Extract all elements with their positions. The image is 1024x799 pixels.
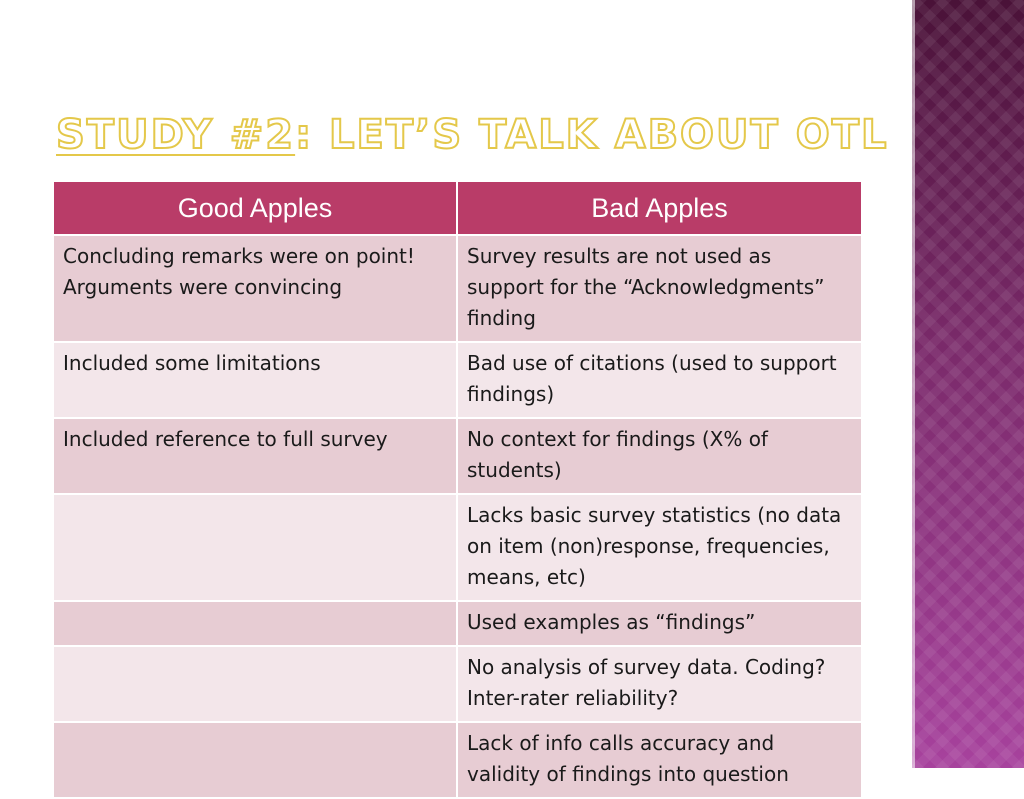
table-row [53, 601, 862, 646]
bad-apples-cell: Lack of info calls accuracy and validity of findings into question [457, 722, 862, 798]
good-apples-cell: Included some limitations [53, 342, 457, 418]
good-apples-cell [53, 601, 457, 646]
good-apples-cell [53, 494, 457, 601]
table-row [53, 342, 862, 418]
table-row [53, 646, 862, 722]
table-row [53, 494, 862, 601]
bad-apples-cell: Lacks basic survey statistics (no data on item (non)response, frequencies, means, etc) [457, 494, 862, 601]
header-bad-apples: Bad Apples [457, 181, 862, 235]
good-apples-cell [53, 722, 457, 798]
bad-apples-cell: No context for findings (X% of students) [457, 418, 862, 494]
table-header-row [53, 181, 862, 235]
slide-title [56, 110, 889, 160]
header-good-apples: Good Apples [53, 181, 457, 235]
slide-title-study-label: STUDY #2 [56, 112, 296, 158]
table-row [53, 722, 862, 798]
apples-comparison-table [52, 180, 863, 799]
bad-apples-cell: No analysis of survey data. Coding? Inter-rater reliability? [457, 646, 862, 722]
slide-title-rest: : LET’S TALK ABOUT OTL [295, 112, 889, 158]
good-apples-cell: Included reference to full survey [53, 418, 457, 494]
decorative-side-band [912, 0, 1024, 768]
bad-apples-cell: Survey results are not used as support for the “Acknowledgments” finding [457, 235, 862, 342]
table-row [53, 235, 862, 342]
table-row [53, 418, 862, 494]
bad-apples-cell: Used examples as “findings” [457, 601, 862, 646]
bad-apples-cell: Bad use of citations (used to support findings) [457, 342, 862, 418]
good-apples-cell: Concluding remarks were on point! Arguments were convincing [53, 235, 457, 342]
good-apples-cell [53, 646, 457, 722]
